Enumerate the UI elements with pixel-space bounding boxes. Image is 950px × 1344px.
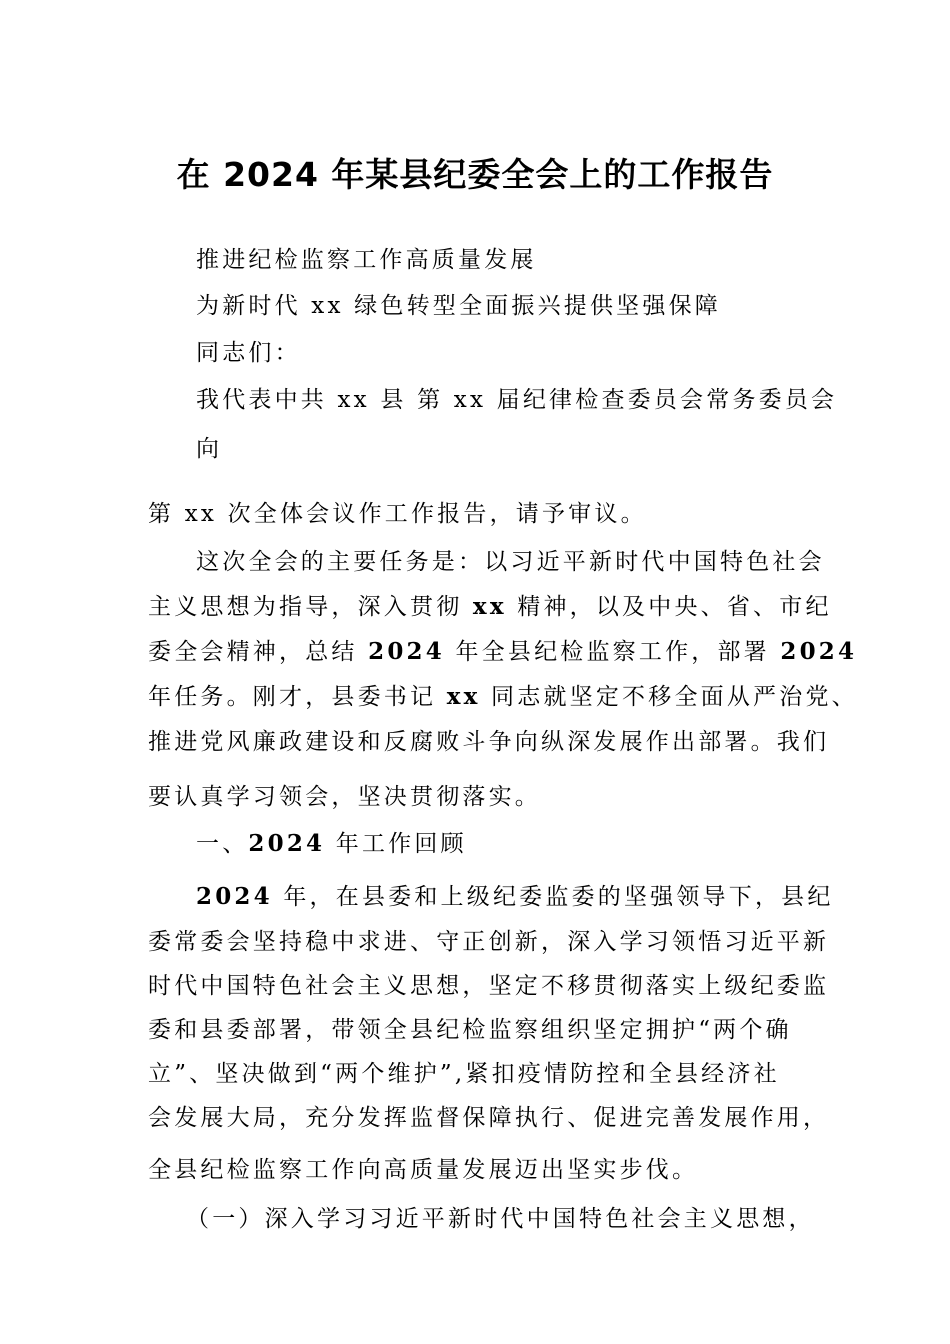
paragraph-3-line-1: 2024 年，在县委和上级纪委监委的坚强领导下，县纪 <box>196 883 834 910</box>
intro-line-2: 向 <box>196 436 223 462</box>
paragraph-2-line-1: 这次全会的主要任务是：以习近平新时代中国特色社会 <box>196 549 825 575</box>
paragraph-3-line-5: 立”、坚决做到“两个维护”,紧扣疫情防控和全县经济社 <box>148 1061 780 1087</box>
section-1-heading: 一、2024 年工作回顾 <box>196 830 467 857</box>
paragraph-3-line-6: 会发展大局，充分发挥监督保障执行、促进完善发展作用， <box>148 1105 830 1131</box>
paragraph-3-line-4: 委和县委部署，带领全县纪检监察组织坚定拥护“两个确 <box>148 1017 792 1043</box>
intro-line-3: 第 xx 次全体会议作工作报告，请予审议。 <box>148 501 647 527</box>
paragraph-2-line-3: 委全会精神，总结 2024 年全县纪检监察工作，部署 2024 <box>148 638 858 665</box>
subtitle-line-2: 为新时代 xx 绿色转型全面振兴提供坚强保障 <box>196 293 721 319</box>
paragraph-2-line-4: 年任务。刚才，县委书记 xx 同志就坚定不移全面从严治党、 <box>148 683 858 710</box>
salutation: 同志们： <box>196 340 301 366</box>
document-title: 在 2024 年某县纪委全会上的工作报告 <box>176 155 774 194</box>
paragraph-2-line-2: 主义思想为指导，深入贯彻 xx 精神，以及中央、省、市纪 <box>148 593 832 620</box>
subtitle-line-1: 推进纪检监察工作高质量发展 <box>196 247 537 273</box>
paragraph-2-line-6: 要认真学习领会，坚决贯彻落实。 <box>148 784 541 810</box>
paragraph-2-line-5: 推进党风廉政建设和反腐败斗争向纵深发展作出部署。我们 <box>148 729 830 755</box>
subsection-1-heading: （一）深入学习习近平新时代中国特色社会主义思想， <box>186 1206 815 1232</box>
intro-line-1: 我代表中共 xx 县 第 xx 届纪律检查委员会常务委员会 <box>196 387 838 413</box>
paragraph-3-line-2: 委常委会坚持稳中求进、守正创新，深入学习领悟习近平新 <box>148 929 830 955</box>
paragraph-3-line-7: 全县纪检监察工作向高质量发展迈出坚实步伐。 <box>148 1157 699 1183</box>
paragraph-3-line-3: 时代中国特色社会主义思想，坚定不移贯彻落实上级纪委监 <box>148 973 830 999</box>
